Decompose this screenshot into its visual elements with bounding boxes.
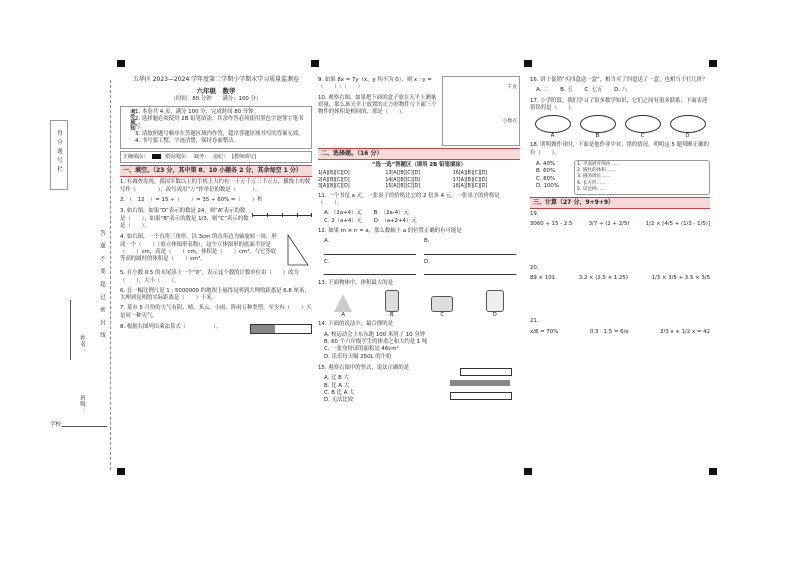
option-a: A <box>341 312 346 319</box>
registration-mark <box>117 60 125 67</box>
ellipse-diagram <box>580 115 616 133</box>
question-10: 10. 观察右图，如果把下面的盒子放在天平上测量质量，那么该天平上放置的正方形物件与下面三个物件的体积是相同的，那是（ ）。 <box>318 94 437 116</box>
number-line-figure <box>252 207 312 233</box>
option-b: B <box>389 312 394 319</box>
question-15: 15. 观察右图中的竖式，说法正确的是 <box>318 364 410 371</box>
judgement-item: 4. 长方形…… <box>577 180 606 186</box>
concept-diagrams <box>530 115 710 140</box>
calc-item: 3/7 ÷ (2 + 2/5) <box>588 221 630 228</box>
option-b: B. （2a-4）元 <box>373 210 409 217</box>
notice-item: 1. 本卷共 4 页，满分 100 分，完成时间 80 分钟。 <box>135 109 259 116</box>
answer-row[interactable]: 16[A][B][C][D] <box>452 171 488 177</box>
option-c: C. B 比 A 大 <box>324 389 355 396</box>
option-b: B. 比 A 大 <box>324 382 350 389</box>
question-2: 2. （ 12 ）= 15 ÷（ ）= 35 ÷ 60% =（ ）折 <box>120 197 263 204</box>
option-a: A. 40% <box>536 161 556 168</box>
notice-title: 考生须知 <box>129 109 135 131</box>
option-b: B. 五 <box>560 87 573 94</box>
exam-title: 五华区 2023—2024 学年度第二学期小学期末学习质量监测卷 <box>132 76 300 83</box>
option-a: A. <box>324 238 330 245</box>
score-box-label: 得 分 题 号 栏 <box>56 130 62 173</box>
registration-mark <box>117 468 125 475</box>
question-7: 7. 某市 5 月份的天气有阴、晴、多云、小雨、阵雨五种类型。至少有（ ）天是同一种天气。 <box>120 305 312 319</box>
violation-label: 违纪： <box>213 153 229 160</box>
option-d: D. 八 <box>614 87 628 94</box>
question-12: 12. 如果 m × n = a，那么数轴上 a 的位置正确的有可能是 <box>318 227 462 234</box>
exam-subject: 六年级 数学 <box>196 87 236 96</box>
cylinder-figure <box>486 290 504 312</box>
binding-line <box>110 80 111 470</box>
option-a: A <box>550 133 555 140</box>
question-6: 6. 在一幅比例尺是 1 : 5000000 的地图上量得昆明到大理的距离是 6.8 厘米，大理到昆明的实际距离是（ ）千米。 <box>120 287 310 302</box>
option-c: C. 七五 <box>584 87 603 94</box>
calc-item: 0.3 : 1.5 = 6/x <box>589 328 629 335</box>
notice-item: 2. 选择题必须使用 2B 铅笔填涂；其余作答必须使用黑色字迹签字笔书写。 <box>135 116 304 130</box>
correct-fill-label: 正确填涂： <box>123 153 149 160</box>
question-20: 20. <box>530 264 539 271</box>
seal-line-notice: 答 题 不 要 超 过 密 封 线 <box>99 230 105 339</box>
ellipse-diagram <box>535 115 571 133</box>
option-b: B. 60% <box>536 168 556 175</box>
class-label: 班级： <box>79 395 85 415</box>
registration-mark <box>709 468 717 475</box>
fraction-bar-figure <box>250 324 312 334</box>
judgement-item: 1. 平面展开图中…… <box>577 162 620 168</box>
option-d: D. （a+2+4）元 <box>373 217 417 224</box>
option-c: C <box>640 133 645 140</box>
option-c: C <box>440 312 445 319</box>
ellipse-diagram <box>625 115 661 133</box>
option-d: D <box>492 312 497 319</box>
column-3 <box>530 76 710 466</box>
answer-row[interactable]: 18[A][B][C][D] <box>452 184 488 190</box>
column-2 <box>318 76 520 466</box>
option-a: A. 二 <box>536 87 549 94</box>
question-9: 9. 如果 8x = 7y（x，y 均不为 0），则 x : y =（ ）:（ ） <box>318 77 432 91</box>
calc-item: 3.2 × (2.5 × 1.25) <box>578 275 628 281</box>
cylinder-figure <box>431 296 453 312</box>
cylinder-figure <box>385 290 399 312</box>
option-d: D <box>685 133 690 140</box>
school-label: 学校： <box>50 422 67 428</box>
cone-figure <box>334 294 352 312</box>
option-a: A. （2a+4）元 <box>324 210 362 217</box>
notice-item: 3. 请按照题号顺序在答题区域内作答，超出答题区域书写的答案无效。 <box>135 131 304 138</box>
question-8: 8. 根据右图列出乘法算式（ ）。 <box>120 324 222 331</box>
vertical-calc-figure <box>450 364 520 404</box>
question-13: 13. 下面物体中，体积最大的是 <box>318 279 393 286</box>
calc-item: 3060 ÷ 15 - 2.5 <box>530 221 573 228</box>
option-a: A. 比 B 大 <box>324 375 349 382</box>
section-1-title: 一、填空。（23 分，其中第 8、10 小题各 2 分，其余每空 1 分） <box>120 165 312 177</box>
answer-row[interactable]: 17[A][B][C][D] <box>452 177 488 183</box>
fill-legend <box>120 151 312 164</box>
exam-absent-label: 缺考： <box>194 153 210 160</box>
school-field[interactable] <box>62 426 107 427</box>
registration-mark <box>524 468 532 475</box>
option-b: B. <box>424 238 430 245</box>
calc-item: x/8 = 70% <box>530 328 559 335</box>
answer-area-hint: “选一选”答题区（请用 2B 铅笔填涂） <box>371 162 467 169</box>
option-b: B <box>595 133 600 140</box>
answer-row[interactable]: 2[A][B][C][D] <box>318 177 350 183</box>
calc-item: 1/3 × 3/5 + 3.5 × 3/5 <box>651 275 710 281</box>
option-c: C. 一张身份证的面积是 46cm² <box>324 346 399 353</box>
notice-box <box>120 106 312 148</box>
question-14: 14. 下面的说法中，最合理的是 <box>318 321 393 328</box>
question-16: 16. 饼干促销“买四盒送一盒”，相当买了四盒送了一盒，也相当于打几折？ <box>530 77 708 83</box>
triangle-figure <box>284 233 312 269</box>
name-field[interactable] <box>70 300 71 360</box>
filled-bubble-icon <box>152 154 161 159</box>
calc-item: 2/3 x + 1/2 x = 42 <box>660 328 710 335</box>
registration-mark <box>709 60 717 67</box>
question-3: 3. 如右图，如果“D”表示的数是 24，则“A”表示的数是（ ）；如果“B”表示的数是 1/3，则“C”表示的数是（ ）。 <box>120 208 249 229</box>
teacher-fill-label: [教师填写] <box>232 153 256 160</box>
question-4: 4. 如右图，一个直角三角形，以 3cm 的直角边为轴旋转一周，形成一个（ ）（填立体图形名称），这个立体图形的底面半径是（ ）cm，高是（ ）cm，体积是（ ）cm³，与它等底等高的圆柱的体积是（ ）cm³。 <box>120 234 277 263</box>
registration-mark <box>311 60 319 67</box>
question-11: 11. 一个书包 a 元，一张桌子的价格比它的 2 倍多 4 元，一张桌子的价格是（ ）。 <box>318 192 500 207</box>
solid-figures <box>318 290 520 319</box>
section-3-title: 三、计算（27 分，9+9+9） <box>530 197 710 209</box>
judgement-item: 5. 反比例…… <box>577 186 606 192</box>
option-d: D. 无法比较 <box>324 397 354 404</box>
judgement-card <box>574 160 710 195</box>
column-1 <box>120 76 312 466</box>
calc-item: 89 × 101 <box>530 275 556 281</box>
question-17: 17. 小学阶段，我们学习了很多数学知识，它们之间有很多联系，下面表述错误的是（ ）。 <box>530 97 708 111</box>
answer-row[interactable]: 1[A][B][C][D] <box>318 171 350 177</box>
calc-item: 1/2 × [4/5 + (1/3 - 1/5)] <box>645 221 710 228</box>
question-19: 19. <box>530 211 539 218</box>
answer-row[interactable]: 3[A][B][C][D] <box>318 184 350 190</box>
answer-row[interactable]: 15[A][B][C][D] <box>385 184 421 190</box>
question-5: 5. 在小数 0.5 的末尾添上一个“0”，表示这个数的计数单位由（ ）改为（ ），大小（ ）。 <box>120 270 299 284</box>
balance-figure <box>442 76 520 146</box>
option-c: C. 80% <box>536 175 556 182</box>
answer-sheet <box>318 171 520 190</box>
wrong-fill-label: 错误填涂： <box>165 153 191 160</box>
question-18: 18. 明明做作业时，下面是他作业中对、错的情况，明明这 5 题判断正确的有（ ）。 <box>530 142 709 156</box>
exam-time: （时间：80 分钟 满分：100 分） <box>170 95 262 102</box>
registration-mark <box>524 60 532 67</box>
ellipse-diagram <box>670 115 706 133</box>
option-c: C. 2（a+4）元 <box>324 217 363 224</box>
option-b: B. 60 个六年级学生的体重之和大约是 1 吨 <box>324 339 428 346</box>
option-a: A. 校运动会上东东跑 100 米用了 10 分钟 <box>324 331 426 338</box>
balance-label: 千克 <box>507 85 517 90</box>
judgement-item: 3. 圆的周长…… <box>577 174 611 180</box>
notice-item: 4. 书写要工整、字迹清楚，保持卷面整洁。 <box>135 138 239 145</box>
number-line-options <box>324 238 516 277</box>
answer-row[interactable]: 13[A][B][C][D] <box>385 171 421 177</box>
option-d: D. 乐乐每天喝 250L 的牛奶 <box>324 353 392 360</box>
option-c: C. <box>324 258 330 265</box>
option-d: D. <box>424 258 430 265</box>
name-label: 姓名： <box>79 335 85 355</box>
section-2-title: 二、选择题。（16 分） <box>318 148 520 160</box>
question-21: 21. <box>530 318 539 325</box>
option-d: D. 100% <box>536 182 559 189</box>
question-1: 1. 有调查发现，我国半数以上的手机上大约有一千万千万三千万万，横线上的数写作（ ），改写成用“万”作单位的数是（ ）。 <box>120 179 311 193</box>
answer-row[interactable]: 14[A][B][C][D] <box>385 177 421 183</box>
balance-label: 小数点 <box>502 119 517 124</box>
judgement-item: 2. 圆柱的体积…… <box>577 168 615 174</box>
